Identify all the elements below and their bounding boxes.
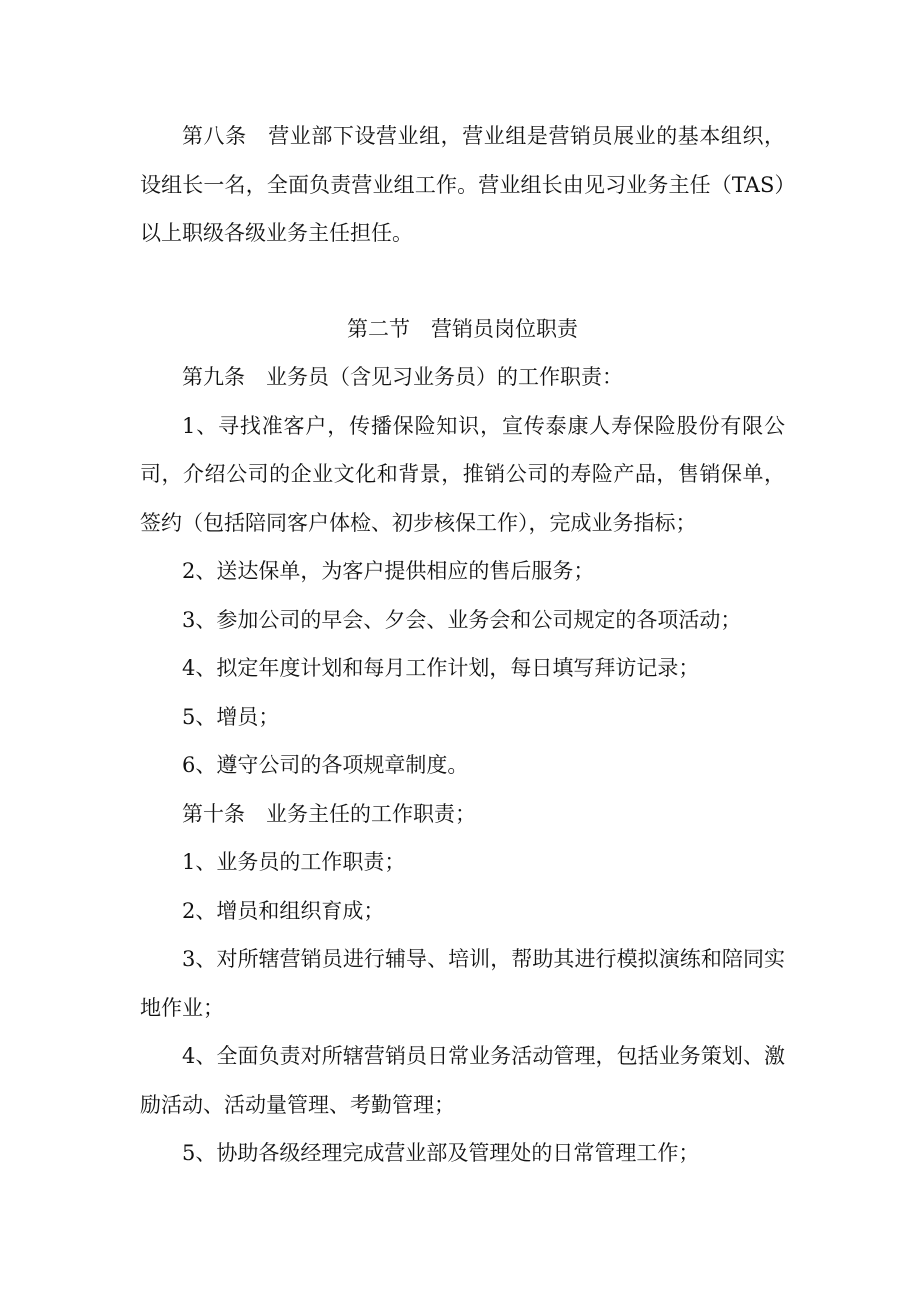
article-10-item: 1、业务员的工作职责； [182, 850, 406, 874]
article-9-item: 2、送达保单，为客户提供相应的售后服务； [182, 559, 595, 583]
article-10-item: 4、全面负责对所辖营销员日常业务活动管理，包括业务策划、激励活动、活动量管理、考勤管理； [140, 1044, 785, 1117]
article-10-text: 业务主任的工作职责； [266, 801, 476, 826]
article-9-item: 4、拟定年度计划和每月工作计划，每日填写拜访记录； [182, 656, 700, 680]
article-10-item: 5、协助各级经理完成营业部及管理处的日常管理工作； [182, 1141, 700, 1165]
section-title: 营销员岗位职责 [431, 316, 578, 341]
article-9-item: 5、增员； [182, 704, 280, 729]
article-10-paragraph [140, 790, 785, 839]
section-heading [140, 305, 785, 354]
article-8-paragraph [140, 112, 785, 258]
article-10-label: 第十条 [182, 801, 245, 826]
article-9-item: 3、参加公司的早会、夕会、业务会和公司规定的各项活动； [182, 607, 742, 632]
article-8-text: 营业部下设营业组，营业组是营销员展业的基本组织，设组长一名，全面负责营业组工作。营业组长由见习业务主任（TAS）以上职级各级业务主任担任。 [140, 124, 786, 245]
article-8-label: 第八条 [182, 124, 247, 148]
section-label: 第二节 [347, 316, 410, 341]
article-9-paragraph [140, 353, 785, 402]
article-9-item: 6、遵守公司的各项规章制度。 [182, 753, 469, 777]
article-9-label: 第九条 [182, 365, 245, 389]
article-10-item: 2、增员和组织育成； [182, 898, 385, 923]
document-page [140, 112, 785, 1178]
article-9-text: 业务员（含见习业务员）的工作职责： [266, 365, 623, 389]
article-9-item: 1、寻找准客户，传播保险知识，宣传泰康人寿保险股份有限公司，介绍公司的企业文化和背景，推销公司的寿险产品，售销保单，签约（包括陪同客户体检、初步核保工作），完成业务指标； [140, 413, 785, 535]
article-10-item: 3、对所辖营销员进行辅导、培训，帮助其进行模拟演练和陪同实地作业； [140, 947, 785, 1020]
